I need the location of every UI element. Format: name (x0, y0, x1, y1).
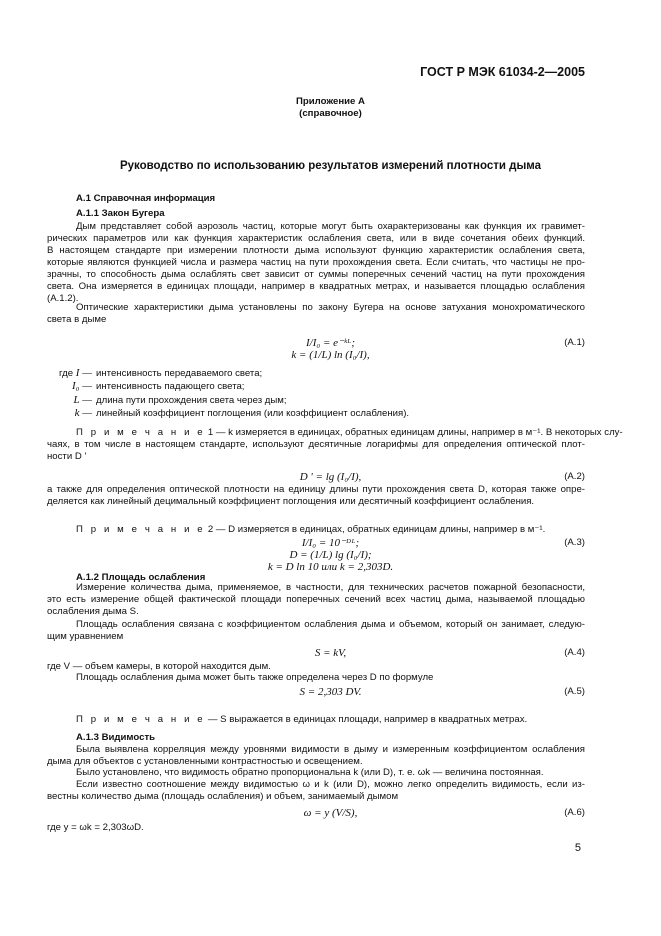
note-text: 2 — D измеряется в единицах, обратных единицам длины, например в м⁻¹. (207, 524, 546, 535)
text-line: рических параметров или как функция характеристик ослабления света, или в виде сочетания обеих функций. (47, 233, 585, 244)
note-1 (47, 427, 623, 463)
definition-row (47, 367, 409, 380)
text-line: зрачны, то способность дыма ослаблять свет зависит от суммы поперечных сечений частиц на пути прохождения (47, 269, 585, 280)
text-line: Если известно соотношение между видимостью ω и k (или D), можно легко определить видимость, если из- (76, 779, 585, 790)
text-line: Дым представляет собой аэрозоль частиц, которые могут быть охарактеризованы как функция их гравимет- (76, 221, 585, 232)
paragraph-proportional: Было установлено, что видимость обратно пропорциональна k (или D), т. е. ωk — величина постоянная. (76, 767, 544, 778)
equation-line: k = (1/L) ln (I₀/I), (291, 349, 370, 361)
text-line: света. Она измеряется в единицах площади, например в квадратных метрах, и называется площадью ослабления (47, 281, 585, 292)
text-line: ослабления дыма S. (47, 606, 139, 617)
equation-number: (А.1) (564, 337, 585, 348)
definition: интенсивность падающего света; (96, 381, 245, 393)
paragraph-formula: Площадь ослабления дыма может быть также определена через D по формуле (76, 672, 434, 683)
text-line: вестны количество дыма (площадь ослабления) и объем, занимаемый дымом (47, 791, 399, 802)
paragraph-smoke-amount (47, 582, 585, 618)
section-heading-a11: А.1.1 Закон Бугера (76, 208, 165, 219)
equation-line: k = D ln 10 или k = 2,303D. (267, 561, 394, 573)
definition: длина пути прохождения света через дым; (96, 394, 287, 406)
paragraph-optical (47, 302, 585, 326)
text-line: Была выявлена корреляция между уровнями видимости в дыму и измеренным коэффициентом ослабления (76, 744, 585, 755)
text-line: (А.1.2). (47, 293, 79, 304)
note-label: П р и м е ч а н и е (76, 714, 206, 725)
symbol: I — (75, 367, 92, 379)
note-2 (47, 524, 585, 536)
section-heading-a1: А.1 Справочная информация (76, 193, 216, 204)
note-label: П р и м е ч а н и е (76, 524, 206, 535)
annex-title: Приложение А (296, 96, 365, 107)
text-line: а также для определения оптической плотности на единицу длины пути прохождения света D, которая также опре- (47, 484, 585, 495)
text-line: В настоящем стандарте при измерении плотности дыма используют функцию характеристик ослабления света, (47, 245, 585, 256)
paragraph-correlation (47, 744, 585, 768)
equation-number: (А.2) (564, 471, 585, 482)
definition-row (47, 380, 409, 393)
equation-number: (А.4) (564, 647, 585, 658)
page-number: 5 (574, 842, 581, 854)
definition: интенсивность передаваемого света; (96, 368, 263, 379)
section-heading-a12: А.1.2 Площадь ослабления (76, 572, 206, 583)
equation-a6: ω = y (V/S), (303, 807, 358, 819)
page-title: Руководство по использованию результатов измерений плотности дыма (119, 160, 542, 172)
text-line: дыма для объектов с установленными контрастностью и освещением. (47, 756, 363, 767)
symbol: L — (73, 393, 92, 406)
equation-line: I/I₀ = 10⁻ᴰᴸ; (301, 537, 360, 549)
symbol: I₀ — (71, 380, 92, 393)
equation-a4: S = kV, (314, 647, 347, 659)
paragraph-density (47, 484, 585, 508)
where-y: где y = ωk = 2,303ωD. (47, 822, 144, 833)
equation-number: (А.5) (564, 686, 585, 697)
text-line: ности D ' (47, 451, 87, 462)
text-line: чаях, в том числе в настоящем стандарте, используют десятичные логарифмы для определения оптической плот- (47, 439, 585, 450)
text-line: щим уравнением (47, 631, 124, 642)
text-line: деляется как линейный децимальный коэффициент поглощения или десятичный коэффициент ослабления. (47, 496, 535, 507)
section-heading-a13: А.1.3 Видимость (76, 732, 156, 743)
text-line: Измерение количества дыма, применяемое, в частности, для технических расчетов пожарной безопасности, (76, 582, 585, 593)
where-v: где V — объем камеры, в которой находится дым. (47, 661, 271, 672)
note-s (47, 714, 614, 725)
equation-number: (А.3) (564, 537, 585, 548)
symbol: k — (74, 406, 92, 419)
paragraph-area (47, 619, 585, 643)
equation-a5: S = 2,303 DV. (299, 686, 362, 698)
text-line: света в дыме (47, 314, 107, 325)
equation-number: (А.6) (564, 807, 585, 818)
equation-a2: D ' = lg (I₀/I), (299, 471, 362, 483)
annex-type: (справочное) (299, 108, 362, 119)
definition-row (47, 407, 409, 420)
text-line: Площадь ослабления связана с коэффициентом ослабления дыма и объемом, который он занимает, следую- (76, 619, 585, 630)
symbol-definitions (47, 367, 409, 420)
definition-row (47, 394, 409, 407)
equation-line: I/I₀ = e⁻ᵏᴸ; (306, 337, 355, 349)
definition: линейный коэффициент поглощения (или коэффициент ослабления). (96, 407, 410, 419)
document-header: ГОСТ Р МЭК 61034-2—2005 (420, 65, 585, 79)
text-line: это есть измерение общей фактической площади поперечных сечений всех частиц дыма, называемой площадью (47, 594, 585, 605)
paragraph-aerosol (47, 221, 585, 305)
note-text: — S выражается в единицах площади, например в квадратных метрах. (207, 714, 528, 725)
equation-line: D = (1/L) lg (I₀/I); (289, 549, 372, 561)
equation-a3 (0, 537, 661, 573)
text-line: Оптические характеристики дыма установлены по закону Бугера на основе затухания монохроматического (76, 302, 585, 313)
where-word: где (59, 368, 74, 379)
equation-a1 (0, 337, 661, 361)
text-line: которые являются функцией числа и размера частиц на пути прохождения света. Если считать, что частицы не про- (47, 257, 585, 268)
text-line: 1 — k измеряется в единицах, обратных единицам длины, например в м⁻¹. В некоторых слу- (207, 427, 623, 438)
paragraph-visibility (47, 779, 585, 803)
note-label: П р и м е ч а н и е (76, 427, 206, 438)
